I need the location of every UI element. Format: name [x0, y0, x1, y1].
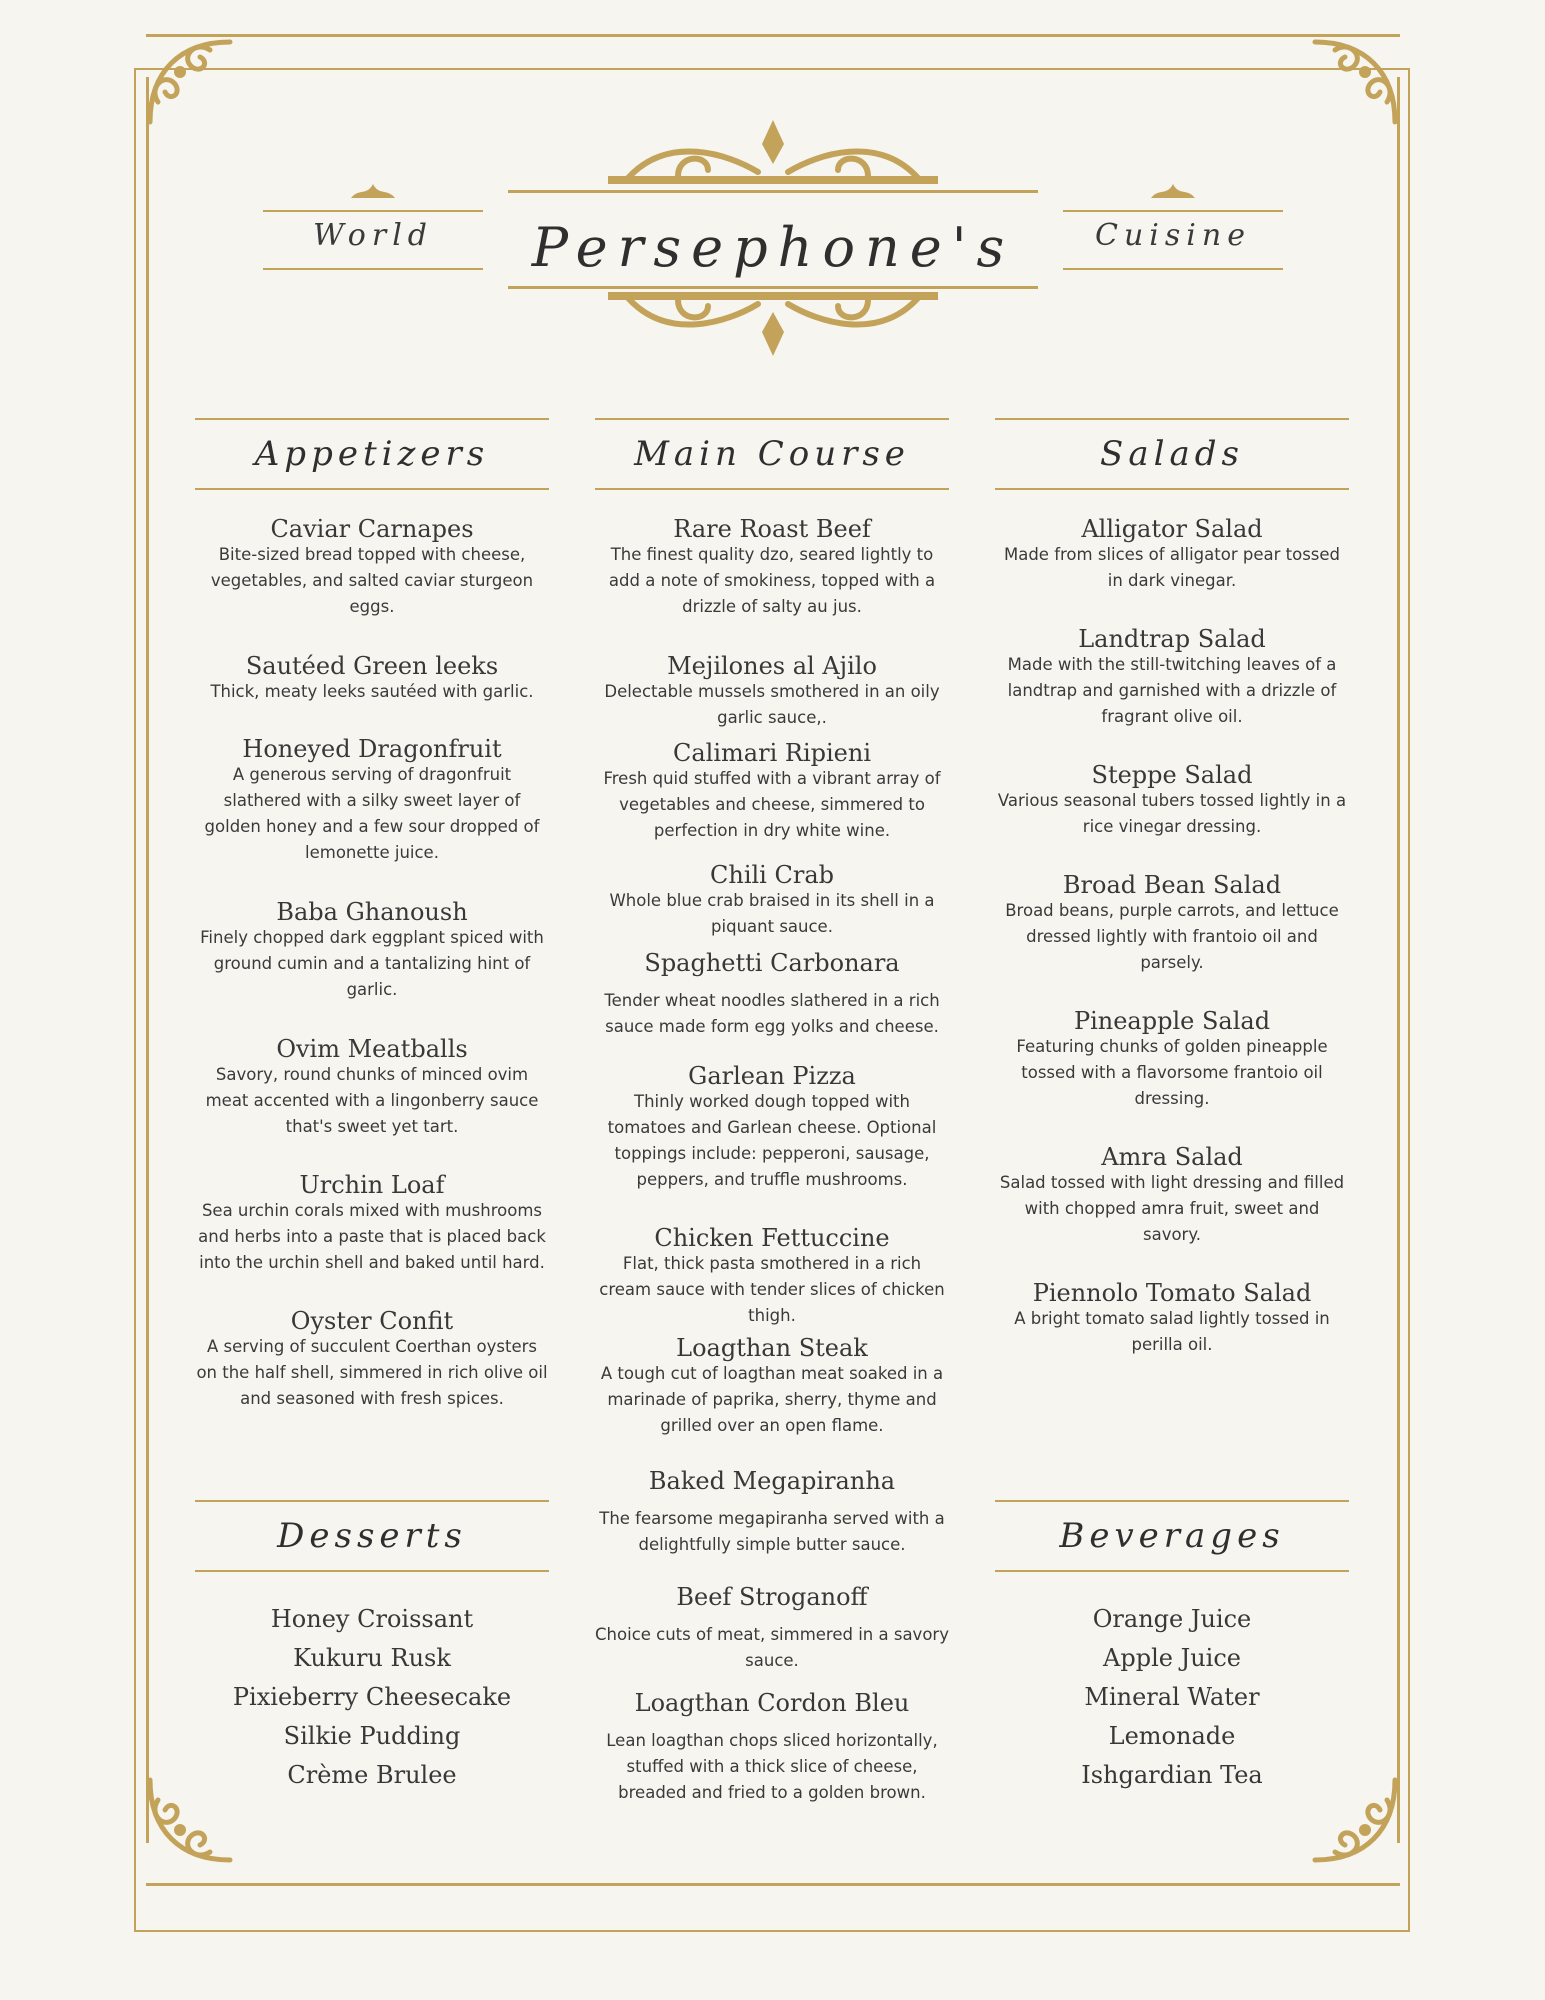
menu-item [595, 514, 949, 620]
main-course-heading [595, 418, 949, 490]
bottom-scroll-ornament-icon [608, 290, 938, 362]
menu-item [595, 1582, 949, 1674]
menu-item [595, 860, 949, 940]
desserts-section [195, 1500, 549, 1795]
menu-item [995, 514, 1349, 594]
item-name: Mejilones al Ajilo [667, 652, 877, 680]
appetizers-section [195, 418, 549, 1428]
item-desc: Delectable mussels smothered in an oily garlic sauce,. [604, 682, 940, 727]
menu-item [595, 948, 949, 1040]
menu-item [595, 738, 949, 844]
header-right [1063, 196, 1283, 276]
item-desc: The fearsome megapiranha served with a delightfully simple butter sauce. [599, 1509, 945, 1554]
menu-item [995, 1142, 1349, 1248]
menu-item [595, 1688, 949, 1806]
item-name: Chili Crab [710, 861, 834, 889]
crown-ornament-icon [1149, 180, 1197, 200]
item-name: Loagthan Steak [676, 1334, 868, 1362]
beverage-item: Mineral Water [1084, 1683, 1260, 1711]
dessert-item: Silkie Pudding [283, 1722, 461, 1750]
item-desc: Lean loagthan chops sliced horizontally, stuffed with a thick slice of cheese, breaded and fried to a golden brown. [606, 1731, 938, 1802]
item-desc: Broad beans, purple carrots, and lettuce dressed lightly with frantoio oil and parsely. [1005, 901, 1339, 972]
item-name: Loagthan Cordon Bleu [634, 1689, 910, 1717]
item-desc: Thick, meaty leeks sautéed with garlic. [210, 682, 534, 701]
item-desc: Choice cuts of meat, simmered in a savory sauce. [595, 1625, 949, 1670]
beverages-section [995, 1500, 1349, 1795]
item-name: Urchin Loaf [299, 1171, 445, 1199]
item-desc: Fresh quid stuffed with a vibrant array of vegetables and cheese, simmered to perfection in dry white wine. [603, 769, 941, 840]
menu-item [995, 1278, 1349, 1358]
desserts-heading [195, 1500, 549, 1572]
menu-item [595, 1223, 949, 1329]
item-name: Ovim Meatballs [276, 1035, 468, 1063]
item-name: Calimari Ripieni [673, 739, 871, 767]
item-desc: A tough cut of loagthan meat soaked in a marinade of paprika, sherry, thyme and grilled over an open flame. [600, 1364, 944, 1435]
item-desc: Flat, thick pasta smothered in a rich cream sauce with tender slices of chicken thigh. [599, 1254, 945, 1325]
menu-item [595, 651, 949, 731]
dessert-item: Honey Croissant [270, 1605, 474, 1633]
item-name: Chicken Fettuccine [654, 1224, 890, 1252]
item-desc: Made with the still-twitching leaves of a landtrap and garnished with a drizzle of fragrant olive oil. [1007, 655, 1337, 726]
menu-item [195, 651, 549, 705]
desserts-heading-text: Desserts [277, 1516, 467, 1556]
item-name: Oyster Confit [290, 1307, 454, 1335]
dessert-item: Crème Brulee [287, 1761, 457, 1789]
item-name: Piennolo Tomato Salad [1032, 1279, 1312, 1307]
beverages-heading [995, 1500, 1349, 1572]
item-name: Steppe Salad [1091, 761, 1253, 789]
item-name: Rare Roast Beef [673, 515, 871, 543]
brand-block [508, 114, 1038, 364]
item-name: Caviar Carnapes [270, 515, 474, 543]
item-name: Garlean Pizza [688, 1062, 856, 1090]
corner-ornament-icon [140, 32, 240, 132]
main-course-heading-text: Main Course [634, 434, 910, 474]
item-name: Baba Ghanoush [276, 898, 468, 926]
menu-item [195, 1034, 549, 1140]
item-desc: Whole blue crab braised in its shell in a piquant sauce. [609, 891, 935, 936]
item-name: Pineapple Salad [1073, 1007, 1271, 1035]
header-right-script: Cuisine [1095, 218, 1251, 253]
menu-item [595, 1466, 949, 1558]
beverage-item: Apple Juice [1103, 1644, 1241, 1672]
item-desc: Finely chopped dark eggplant spiced with ground cumin and a tantalizing hint of garlic. [200, 928, 544, 999]
restaurant-title: Persephone's [531, 216, 1015, 279]
beverage-item: Lemonade [1108, 1722, 1236, 1750]
item-name: Baked Megapiranha [648, 1467, 896, 1495]
top-scroll-ornament-icon [608, 114, 938, 186]
item-desc: A serving of succulent Coerthan oysters on the half shell, simmered in rich olive oil and seasoned with fresh spices. [196, 1337, 548, 1408]
item-desc: Salad tossed with light dressing and filled with chopped amra fruit, sweet and savory. [999, 1173, 1345, 1244]
menu-item [995, 870, 1349, 976]
item-desc: Bite-sized bread topped with cheese, vegetables, and salted caviar sturgeon eggs. [210, 545, 534, 616]
salads-section [995, 418, 1349, 1388]
menu-item [595, 1061, 949, 1193]
item-desc: Sea urchin corals mixed with mushrooms and herbs into a paste that is placed back into the urchin shell and baked until hard. [198, 1201, 546, 1272]
menu-item [995, 624, 1349, 730]
item-name: Beef Stroganoff [676, 1583, 868, 1611]
corner-ornament-icon [1305, 32, 1405, 132]
menu-item [995, 1006, 1349, 1112]
item-desc: A bright tomato salad lightly tossed in perilla oil. [1014, 1309, 1330, 1354]
menu-item [195, 897, 549, 1003]
beverages-heading-text: Beverages [1059, 1516, 1285, 1556]
item-desc: Tender wheat noodles slathered in a rich sauce made form egg yolks and cheese. [604, 991, 940, 1036]
main-course-section [595, 418, 949, 1818]
menu-item [195, 734, 549, 866]
item-desc: Savory, round chunks of minced ovim meat accented with a lingonberry sauce that's sweet yet tart. [205, 1065, 539, 1136]
item-name: Sautéed Green leeks [245, 652, 499, 680]
dessert-item: Kukuru Rusk [293, 1644, 451, 1672]
item-desc: Featuring chunks of golden pineapple tossed with a flavorsome frantoio oil dressing. [1016, 1037, 1328, 1108]
salads-heading-text: Salads [1100, 434, 1244, 474]
menu-item [195, 514, 549, 620]
item-desc: Various seasonal tubers tossed lightly in a rice vinegar dressing. [997, 791, 1347, 836]
item-name: Honeyed Dragonfruit [242, 735, 502, 763]
menu-item [195, 1306, 549, 1412]
header-left [263, 196, 483, 276]
crown-ornament-icon [349, 180, 397, 200]
appetizers-heading-text: Appetizers [254, 434, 490, 474]
salads-heading [995, 418, 1349, 490]
beverage-item: Ishgardian Tea [1081, 1761, 1263, 1789]
item-name: Broad Bean Salad [1062, 871, 1282, 899]
menu-item [595, 1333, 949, 1439]
header-left-script: World [313, 218, 433, 253]
item-desc: The finest quality dzo, seared lightly to add a note of smokiness, topped with a drizzle of salty au jus. [608, 545, 936, 616]
beverage-item: Orange Juice [1092, 1605, 1252, 1633]
item-name: Landtrap Salad [1078, 625, 1266, 653]
menu-item [195, 1170, 549, 1276]
item-name: Amra Salad [1101, 1143, 1243, 1171]
dessert-item: Pixieberry Cheesecake [232, 1683, 512, 1711]
menu-item [995, 760, 1349, 840]
item-desc: Thinly worked dough topped with tomatoes and Garlean cheese. Optional toppings include: pepperoni, sausage, peppers, and truffle mushrooms. [607, 1092, 937, 1189]
appetizers-heading [195, 418, 549, 490]
item-desc: Made from slices of alligator pear tossed in dark vinegar. [1003, 545, 1341, 590]
item-name: Spaghetti Carbonara [644, 949, 900, 977]
item-name: Alligator Salad [1081, 515, 1263, 543]
item-desc: A generous serving of dragonfruit slathered with a silky sweet layer of golden honey and a few sour dropped of lemonette juice. [204, 765, 540, 862]
